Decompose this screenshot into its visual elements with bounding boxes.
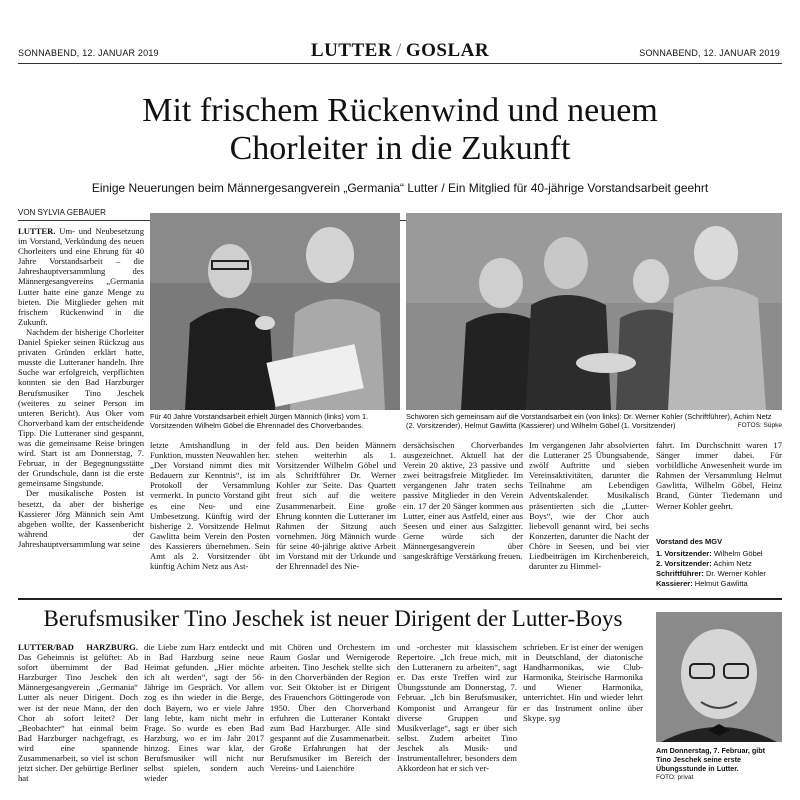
photo-portrait-illustration: [656, 612, 782, 742]
photo-honoring-caption: Für 40 Jahre Vorstandsarbeit erhielt Jürgen Männich (links) vom 1. Vorsitzenden Wilhelm Göbel die Ehrennadel des Chorverbandes.: [150, 412, 369, 431]
infobox-row: [656, 559, 782, 569]
article2-column-1: [18, 642, 138, 800]
paragraph: Das Geheimnis ist gelüftet: Ab sofort übernimmt der Bad Harzburger Tino Jeschek den Männergesangverein „Germania“ Lutter als neuer Dirigent. Doch wer ist der neue Mann, der den Chor ab sofort leitet? Der „Beobachter“ hat einmal beim Bad Harzburger nachgefragt, es wird eine spannende Zusammenarbeit, so viel ist schon jetzt sicher. Der gebürtige Berliner hat: [18, 652, 138, 784]
article1-column-1: [18, 226, 144, 596]
photo-portrait-caption: [656, 746, 782, 782]
paragraph: Um- und Neubesetzung im Vorstand, Verkündung des neuen Chorleiters und eine Ehrung für 40 Jahre Vorstandsarbeit – die Jahreshauptversammlung des Männergesangvereins „Germania Lutter hatte eine ganze Menge zu bieten. Die Mitglieder gehen mit frischem Rückenwind in die Zukunft.: [18, 226, 144, 327]
photo-honoring-illustration: [150, 213, 400, 410]
photo-board-illustration: [406, 213, 782, 410]
paragraph: Nachdem der bisherige Chorleiter Daniel Spieker seinen Rückzug aus privaten Gründen erklärt hatte, musste die Lutteraner handeln. Ihre Suche war erfolgreich, verpflichten konnten sie den Bad Harzburger Berufsmusiker Tino Jeschek (weiteres zu seiner Person im unteren Bericht). Aus Oker vom Chorverband kam der entscheidende Tipp. Die Lutteraner sind gespannt, was die gemeinsame Reise bringen wird. Start ist am Donnerstag, 7. Februar, in der Begegnungsstätte der Grundschule, dann ist die erste gemeinsame Singstunde.: [18, 326, 144, 489]
paragraph: dersächsischen Chorverbandes ausgezeichnet. Aktuell hat der Verein 20 aktive, 23 passive und zwei beitragsfreie Mitglieder. Im vergangenen Jahr traten sechs passive Mitglieder in den Verein ein. 17 der 20 Sänger kommen aus Lutter, einer aus Astfeld, einer aus Seesen und einer aus Salzgitter. Gerne würde sich der Männergesangverein über sangeskräftige Verstärkung freuen.: [403, 440, 523, 562]
headline: [40, 92, 760, 168]
paragraph: fahrt. Im Durchschnitt waren 17 Sänger immer dabei. Für vorbildliche Anwesenheit wurde im Rahmen der Versammlung Helmut Gawlitta, Wilhelm Göbel, Heinz Brand, Günter Tiedemann und Werner Kohler geehrt.: [656, 440, 782, 511]
photo-portrait-credit: FOTO: privat: [656, 774, 694, 781]
headline-line-2: Chorleiter in die Zukunft: [229, 130, 571, 167]
paragraph: letzte Amtshandlung in der Funktion, mussten Neuwahlen her. „Der Vorstand nimmt dies mit Bedauern zur Kenntnis“, ist im Protokoll der Versammlung vermerkt. In puncto Vorstand gibt es eine Neu- und eine Umbesetzung. Künftig wird der bisherige 2. Vorsitzende Helmut Gawlitta beim Verein den Posten des Kassierers übernehmen. Sein Amt als 2. Vorsitzender übt künftig Achim Netz aus Ast-: [150, 440, 270, 572]
infobox-row: [656, 569, 782, 579]
infobox-name: Achim Netz: [713, 559, 752, 568]
headline-line-1: Mit frischem Rückenwind und neuem: [142, 92, 658, 129]
dateline: LUTTER.: [18, 226, 56, 236]
photo-board-credit: FOTOS: Süpke: [737, 422, 782, 430]
photo-board: [406, 213, 782, 410]
header-rule: [18, 63, 782, 64]
photo-board-caption: [406, 412, 782, 431]
dateline: LUTTER/BAD HARZBURG.: [18, 642, 138, 652]
paragraph: und -orchester mit klassischem Repertoire. „Ich freue mich, mit den Lutteranern zu arbeiten“, sagt er. Das erste Treffen wird zur Übungsstunde am Donnerstag, 7. Februar. „Ich bin Berufsmusiker, Komponist und Arrangeur für diverse Gruppen und Musikverlage“, sagt er über sich selbst. Zudem arbeitet Tino Jeschek als Musik- und Instrumentallehrer, besonders dem Akkordeon hat er sich ver-: [397, 642, 517, 774]
article2-column-2: [144, 642, 264, 800]
author-signature: syg: [548, 712, 561, 723]
section-left: LUTTER: [310, 40, 393, 61]
article2-headline: Berufsmusiker Tino Jeschek ist neuer Dirigent der Lutter-Boys: [43, 606, 623, 631]
section-separator: /: [396, 40, 402, 61]
article2-column-5: [523, 642, 643, 800]
paragraph: Der musikalische Posten ist besetzt, da aber der bisherige Kassierer Jörg Männich sein Amt abgeben wollte, der Kassenbericht während der Jahreshauptversammlung war seine: [18, 488, 144, 549]
paragraph: schrieben. Er ist einer der wenigen in Deutschland, der diatonische Handharmonikas, wie Club-Harmonika, Steirische Harmonika und Wiener Harmonika, unterrichtet. Hin und wieder lehrt er das Instrument online über Skype.: [523, 642, 643, 723]
section-right: GOSLAR: [405, 40, 490, 61]
infobox-name: Wilhelm Göbel: [713, 549, 763, 558]
article1-column-4: [403, 440, 523, 595]
article2-column-3: [270, 642, 390, 800]
infobox-role: Schriftführer:: [656, 569, 704, 578]
infobox-role: Kassierer:: [656, 579, 693, 588]
infobox-role: 2. Vorsitzender:: [656, 559, 712, 568]
paragraph: mit Chören und Orchestern im Raum Goslar und Wernigerode arbeiten. Tino Jeschek stellte sich in den Chorverbänden der Region vor. Seit Oktober ist er Dirigent des Frauenchors Göttingerode von 1950. Über den Chorverband erfuhren die Lutteraner Kontakt zum Bad Harzburger. Alle sind gespannt auf die Zusammenarbeit. Große Erfahrungen hat der Berufsmusiker im Bereich der Vereins- und Laienchöre: [270, 642, 390, 774]
infobox-role: 1. Vorsitzender:: [656, 549, 712, 558]
date-right: SONNABEND, 12. JANUAR 2019: [639, 48, 780, 58]
photo-honoring: [150, 213, 400, 410]
paragraph: Im vergangenen Jahr absolvierten die Lutteraner 25 Übungsabende, zwölf Auftritte und sieben Vereinsaktivitäten, darunter die Teilnahme am Lebendigen Adventskalender. Musikalisch präsentierten sich die „Lutter-Boys“, wie der Chor auch liebevoll genannt wird, bei sechs Konzerten, darunter die Nacht der Chöre in Seesen, und bei vier Liedbeiträgen im Kirchenbereich, darunter zu Himmel-: [529, 440, 649, 572]
article-divider: [18, 598, 782, 600]
photo-portrait: [656, 612, 782, 742]
photo-board-caption-text: Schworen sich gemeinsam auf die Vorstandsarbeit ein (von links): Dr. Werner Kohler (Schriftführer), Achim Netz (2. Vorsitzender), Helmut Gawlitta (Kassierer) und Wilhelm Göbel (1. Vorsitzender): [406, 412, 772, 431]
article1-column-2: [150, 440, 270, 595]
infobox-name: Dr. Werner Kohler: [706, 569, 766, 578]
infobox-title: Vorstand des MGV: [656, 537, 723, 546]
infobox-row: [656, 579, 782, 589]
article1-column-6: [656, 440, 782, 532]
article1-column-5: [529, 440, 649, 595]
section-title: [300, 40, 500, 62]
byline: VON SYLVIA GEBAUER: [18, 208, 106, 217]
infobox-name: Helmut Gawlitta: [694, 579, 748, 588]
paragraph: feld aus. Den beiden Männern stehen weiterhin als 1. Vorsitzender Wilhelm Göbel und als Schriftführer Dr. Werner Kohler zur Seite. Das Quartett freut sich auf die weitere Zusammenarbeit. Eine große Ehrung konnten die Lutteraner im Rahmen der Sitzung auch vornehmen. Jörg Männich wurde für seine 40-jährige aktive Arbeit im Vorstand mit der Urkunde und der Ehrennadel des Nie-: [276, 440, 396, 572]
article2-column-4: [397, 642, 517, 800]
subheadline: Einige Neuerungen beim Männergesangverein „Germania“ Lutter / Ein Mitglied für 40-jährige Vorstandsarbeit geehrt: [91, 181, 709, 195]
infobox-row: [656, 549, 782, 559]
article1-column-3: [276, 440, 396, 595]
date-left: SONNABEND, 12. JANUAR 2019: [18, 48, 159, 58]
paragraph: die Liebe zum Harz entdeckt und in Bad Harzburg seine neue Heimat gefunden. „Hier möchte ich alt werden“, sagt der 56-Jährige im Gespräch. Vor allem zog es ihn wieder in die Berge, doch Bayern, wo er viele Jahre lang lebte, kam nicht mehr in Frage. So wurde es eben Bad Harzburg, wo er im Jahr 2017 hinzog. Eines war klar, der Berufsmusiker will nicht nur selbst spielen, sondern auch wieder: [144, 642, 264, 784]
board-infobox: [656, 537, 782, 589]
photo-portrait-caption-text: Am Donnerstag, 7. Februar, gibt Tino Jeschek seine erste Übungsstunde in Lutter.: [656, 746, 766, 773]
